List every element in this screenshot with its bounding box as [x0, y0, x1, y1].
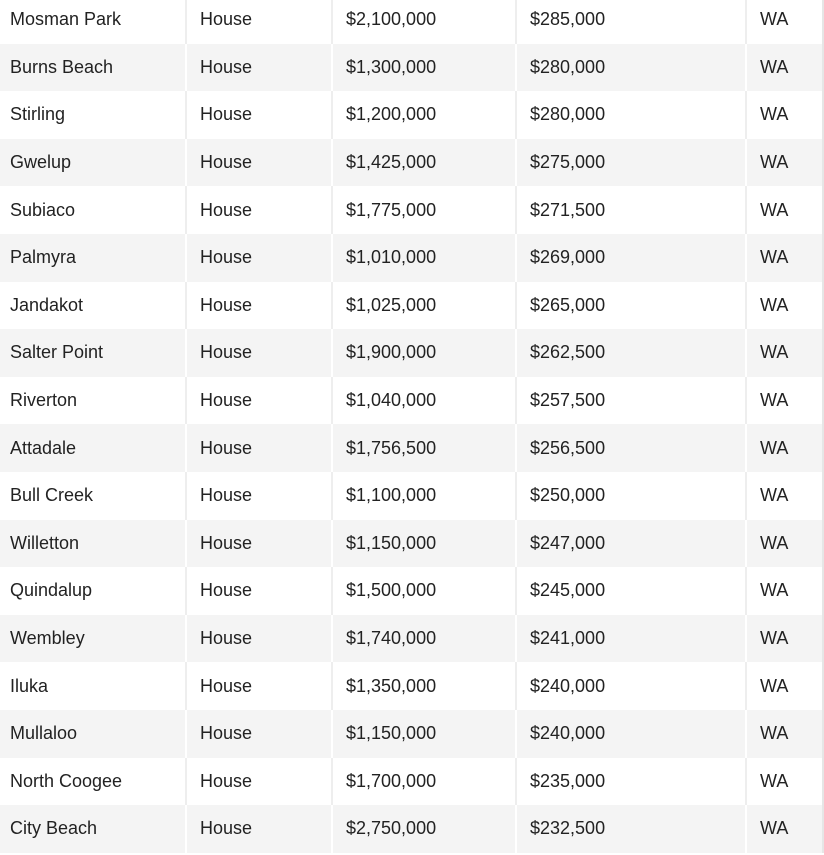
property-type-cell: House: [186, 377, 332, 425]
table-row: [0, 615, 822, 663]
price-growth-cell: $280,000: [516, 91, 746, 139]
property-type-cell: House: [186, 186, 332, 234]
suburb-cell: Wembley: [0, 615, 186, 663]
state-cell: WA: [746, 758, 822, 806]
state-cell: WA: [746, 567, 822, 615]
table-row: [0, 710, 822, 758]
property-type-cell: House: [186, 329, 332, 377]
state-cell: WA: [746, 329, 822, 377]
property-type-cell: House: [186, 472, 332, 520]
suburb-cell: Mosman Park: [0, 0, 186, 44]
price-growth-cell: $271,500: [516, 186, 746, 234]
price-growth-cell: $285,000: [516, 0, 746, 44]
suburb-cell: Stirling: [0, 91, 186, 139]
suburb-cell: Willetton: [0, 520, 186, 568]
median-price-cell: $1,100,000: [332, 472, 516, 520]
median-price-cell: $1,040,000: [332, 377, 516, 425]
property-type-cell: House: [186, 662, 332, 710]
property-type-cell: House: [186, 282, 332, 330]
price-growth-cell: $250,000: [516, 472, 746, 520]
state-cell: WA: [746, 662, 822, 710]
median-price-cell: $1,756,500: [332, 424, 516, 472]
median-price-cell: $1,700,000: [332, 758, 516, 806]
suburb-cell: Jandakot: [0, 282, 186, 330]
property-type-cell: House: [186, 0, 332, 44]
property-type-cell: House: [186, 520, 332, 568]
suburb-cell: Subiaco: [0, 186, 186, 234]
median-price-cell: $1,200,000: [332, 91, 516, 139]
suburb-cell: Riverton: [0, 377, 186, 425]
price-growth-cell: $262,500: [516, 329, 746, 377]
state-cell: WA: [746, 520, 822, 568]
median-price-cell: $1,740,000: [332, 615, 516, 663]
median-price-cell: $1,500,000: [332, 567, 516, 615]
table-row: [0, 758, 822, 806]
median-price-cell: $1,350,000: [332, 662, 516, 710]
price-growth-cell: $247,000: [516, 520, 746, 568]
median-price-cell: $2,750,000: [332, 805, 516, 853]
state-cell: WA: [746, 91, 822, 139]
property-type-cell: House: [186, 567, 332, 615]
median-price-cell: $1,010,000: [332, 234, 516, 282]
suburb-cell: Bull Creek: [0, 472, 186, 520]
suburb-cell: City Beach: [0, 805, 186, 853]
state-cell: WA: [746, 0, 822, 44]
table-row: [0, 662, 822, 710]
property-type-cell: House: [186, 234, 332, 282]
property-type-cell: House: [186, 710, 332, 758]
suburb-cell: Burns Beach: [0, 44, 186, 92]
median-price-cell: $1,900,000: [332, 329, 516, 377]
table-row: [0, 424, 822, 472]
state-cell: WA: [746, 139, 822, 187]
table-row: [0, 234, 822, 282]
suburb-cell: Quindalup: [0, 567, 186, 615]
state-cell: WA: [746, 44, 822, 92]
property-type-cell: House: [186, 139, 332, 187]
price-growth-cell: $241,000: [516, 615, 746, 663]
table-row: [0, 805, 822, 853]
median-price-cell: $1,300,000: [332, 44, 516, 92]
table-row: [0, 520, 822, 568]
state-cell: WA: [746, 377, 822, 425]
median-price-cell: $1,425,000: [332, 139, 516, 187]
table-row: [0, 567, 822, 615]
median-price-cell: $1,150,000: [332, 710, 516, 758]
price-growth-cell: $280,000: [516, 44, 746, 92]
suburb-cell: Mullaloo: [0, 710, 186, 758]
state-cell: WA: [746, 282, 822, 330]
price-growth-cell: $269,000: [516, 234, 746, 282]
table-row: [0, 472, 822, 520]
property-type-cell: House: [186, 424, 332, 472]
price-growth-cell: $265,000: [516, 282, 746, 330]
table-row: [0, 282, 822, 330]
property-type-cell: House: [186, 615, 332, 663]
state-cell: WA: [746, 472, 822, 520]
median-price-cell: $1,025,000: [332, 282, 516, 330]
state-cell: WA: [746, 710, 822, 758]
table-row: [0, 91, 822, 139]
table-row: [0, 44, 822, 92]
property-type-cell: House: [186, 805, 332, 853]
price-growth-cell: $257,500: [516, 377, 746, 425]
table-row: [0, 0, 822, 44]
price-growth-cell: $275,000: [516, 139, 746, 187]
price-growth-cell: $240,000: [516, 710, 746, 758]
price-growth-cell: $235,000: [516, 758, 746, 806]
median-price-cell: $2,100,000: [332, 0, 516, 44]
suburb-cell: Iluka: [0, 662, 186, 710]
median-price-cell: $1,775,000: [332, 186, 516, 234]
price-growth-cell: $245,000: [516, 567, 746, 615]
property-type-cell: House: [186, 44, 332, 92]
table-row: [0, 329, 822, 377]
price-growth-cell: $240,000: [516, 662, 746, 710]
table-row: [0, 186, 822, 234]
price-growth-cell: $256,500: [516, 424, 746, 472]
state-cell: WA: [746, 234, 822, 282]
state-cell: WA: [746, 805, 822, 853]
state-cell: WA: [746, 186, 822, 234]
median-price-cell: $1,150,000: [332, 520, 516, 568]
property-type-cell: House: [186, 758, 332, 806]
table-row: [0, 377, 822, 425]
suburb-cell: Attadale: [0, 424, 186, 472]
suburb-cell: Palmyra: [0, 234, 186, 282]
suburb-cell: Salter Point: [0, 329, 186, 377]
state-cell: WA: [746, 615, 822, 663]
suburb-cell: Gwelup: [0, 139, 186, 187]
property-type-cell: House: [186, 91, 332, 139]
state-cell: WA: [746, 424, 822, 472]
suburb-cell: North Coogee: [0, 758, 186, 806]
price-growth-cell: $232,500: [516, 805, 746, 853]
table-row: [0, 139, 822, 187]
